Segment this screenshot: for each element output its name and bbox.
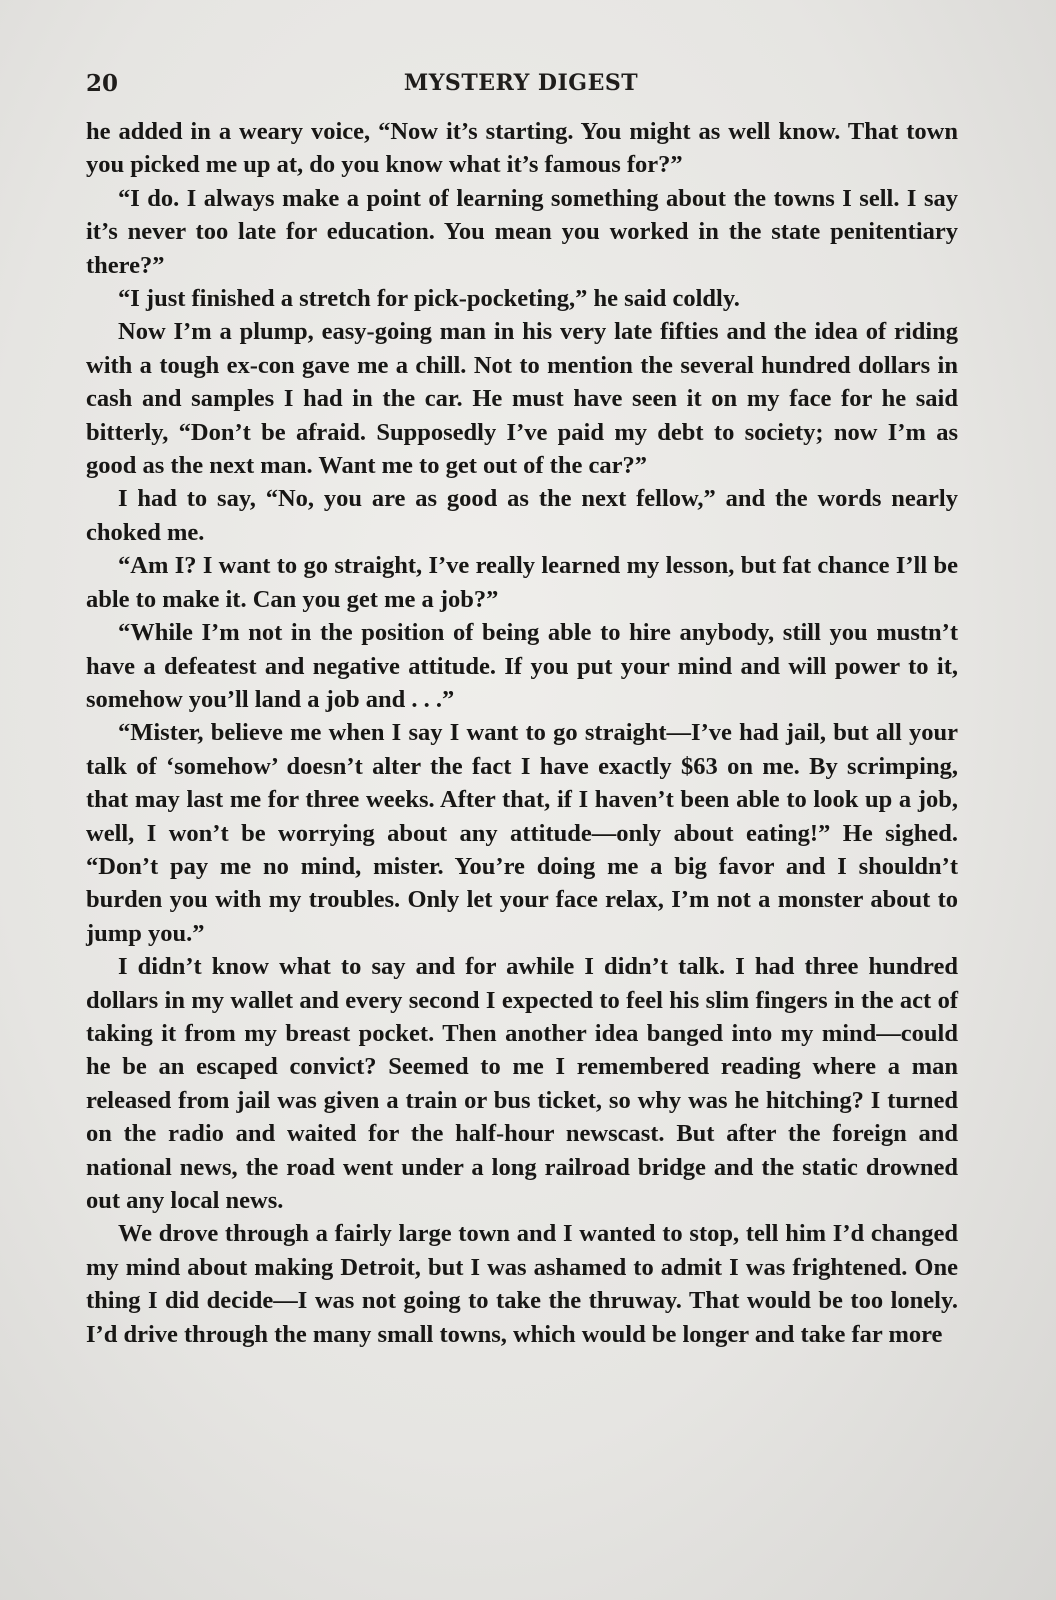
paragraph: We drove through a fairly large town and I wanted to stop, tell him I’d changed my mind about making Detroit, but I was ashamed to admit I was frightened. One thing I did decide—I was not going to take the thruway. That would be too lonely. I’d drive through the many small towns, which would be longer and take far more [86, 1220, 958, 1348]
paragraph: I didn’t know what to say and for awhile I didn’t talk. I had three hundred dollars in my wallet and every second I expected to feel his slim fingers in the act of taking it from my breast pocket. Then another idea banged into my mind—could he be an escaped convict? Seemed to me I remembered reading where a man released from jail was given a train or bus ticket, so why was he hitching? I turned on the radio and waited for the half-hour newscast. But after the foreign and national news, the road went under a long railroad bridge and the static drowned out any local news. [86, 953, 958, 1214]
paragraph: Now I’m a plump, easy-going man in his very late fifties and the idea of riding with a tough ex-con gave me a chill. Not to mention the several hundred dollars in cash and samples I had in the car. He must have seen it on my face for he said bitterly, “Don’t be afraid. Supposedly I’ve paid my debt to society; now I’m as good as the next man. Want me to get out of the car?” [86, 318, 958, 480]
paragraph: he added in a weary voice, “Now it’s starting. You might as well know. That town you picked me up at, do you know what it’s famous for?” [86, 118, 958, 179]
paragraph: “Mister, believe me when I say I want to go straight—I’ve had jail, but all your talk of ‘somehow’ doesn’t alter the fact I have exactly $63 on me. By scrimping, that may last me for three weeks. After that, if I haven’t been able to look up a job, well, I won’t be worrying about any attitude—only about eating!” He sighed. “Don’t pay me no mind, mister. You’re doing me a big favor and I shouldn’t burden you with my troubles. Only let your face relax, I’m not a monster about to jump you.” [86, 719, 958, 947]
paragraph: I had to say, “No, you are as good as the next fellow,” and the words nearly choked me. [86, 485, 958, 546]
paragraph: “I do. I always make a point of learning something about the towns I sell. I say it’s never too late for education. You mean you worked in the state penitentiary there?” [86, 184, 958, 279]
paragraph: “Am I? I want to go straight, I’ve really learned my lesson, but fat chance I’ll be able to make it. Can you get me a job?” [86, 552, 958, 613]
page-number: 20 [86, 70, 119, 97]
page-header [86, 70, 956, 106]
story-text [86, 115, 958, 1351]
running-title: MYSTERY DIGEST [403, 70, 639, 96]
paragraph: “I just finished a stretch for pick-pocketing,” he said coldly. [118, 285, 740, 313]
paragraph: “While I’m not in the position of being able to hire anybody, still you mustn’t have a defeatest and negative attitude. If you put your mind and will power to it, somehow you’ll land a job and . . .” [86, 619, 958, 713]
